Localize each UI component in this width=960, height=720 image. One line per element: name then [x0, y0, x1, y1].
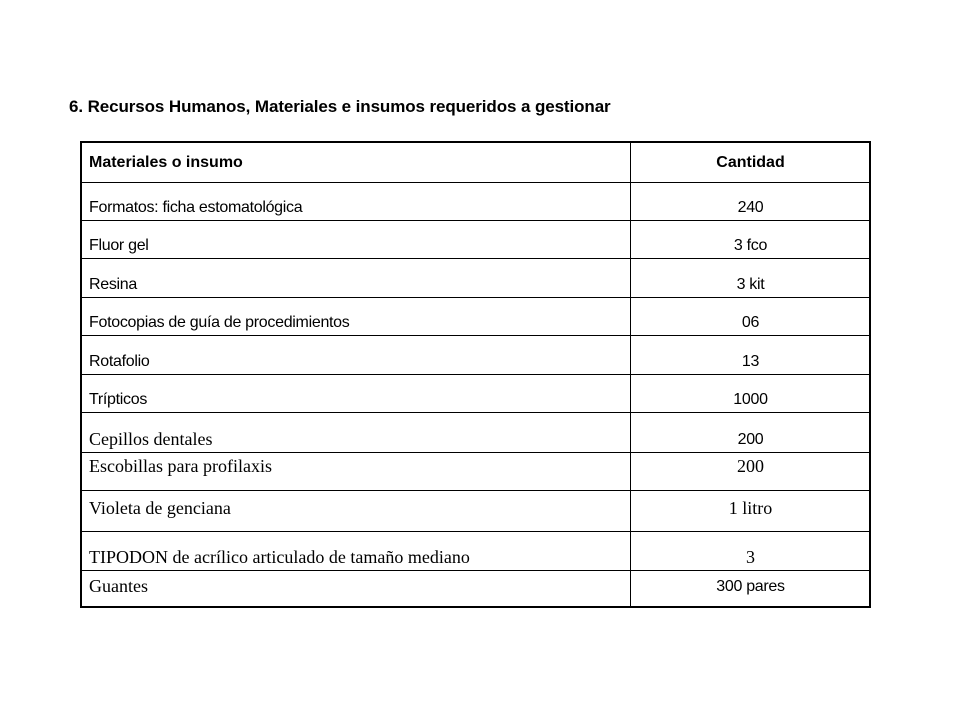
header-quantity: Cantidad	[716, 154, 785, 171]
table-row	[82, 258, 869, 298]
materials-table	[80, 141, 871, 608]
quantity-cell: 1 litro	[728, 498, 773, 518]
table-row	[82, 182, 869, 221]
table-row	[82, 452, 869, 491]
material-cell: Rotafolio	[89, 353, 150, 370]
table-row	[82, 220, 869, 259]
header-material: Materiales o insumo	[89, 154, 243, 171]
material-cell: Formatos: ficha estomatológica	[89, 199, 303, 216]
table-row	[82, 531, 869, 571]
material-cell: Fotocopias de guía de procedimientos	[89, 314, 350, 331]
page-heading: 6. Recursos Humanos, Materiales e insumos requeridos a gestionar	[69, 97, 611, 116]
material-cell: Resina	[89, 276, 138, 293]
material-cell: Violeta de genciana	[89, 498, 231, 518]
quantity-cell: 3 kit	[736, 276, 765, 293]
table-row	[82, 490, 869, 532]
material-cell: Fluor gel	[89, 237, 149, 254]
quantity-cell: 240	[737, 199, 764, 216]
quantity-cell: 200	[737, 456, 764, 476]
table-row	[82, 335, 869, 375]
material-cell: Guantes	[89, 576, 148, 596]
table-row	[82, 374, 869, 413]
quantity-cell: 1000	[733, 391, 768, 408]
quantity-cell: 06	[741, 314, 760, 331]
material-cell: Cepillos dentales	[89, 429, 213, 449]
table-row	[82, 412, 869, 453]
quantity-cell: 3 fco	[733, 237, 768, 254]
quantity-cell: 200	[737, 431, 764, 448]
quantity-cell: 13	[741, 353, 760, 370]
material-cell: Escobillas para profilaxis	[89, 456, 272, 476]
quantity-cell: 300 pares	[716, 578, 785, 595]
material-cell: Trípticos	[89, 391, 148, 408]
table-row	[82, 570, 869, 609]
table-row	[82, 297, 869, 336]
material-cell: TIPODON de acrílico articulado de tamaño mediano	[89, 547, 470, 567]
quantity-cell: 3	[746, 547, 755, 567]
table-header-row	[82, 143, 869, 182]
